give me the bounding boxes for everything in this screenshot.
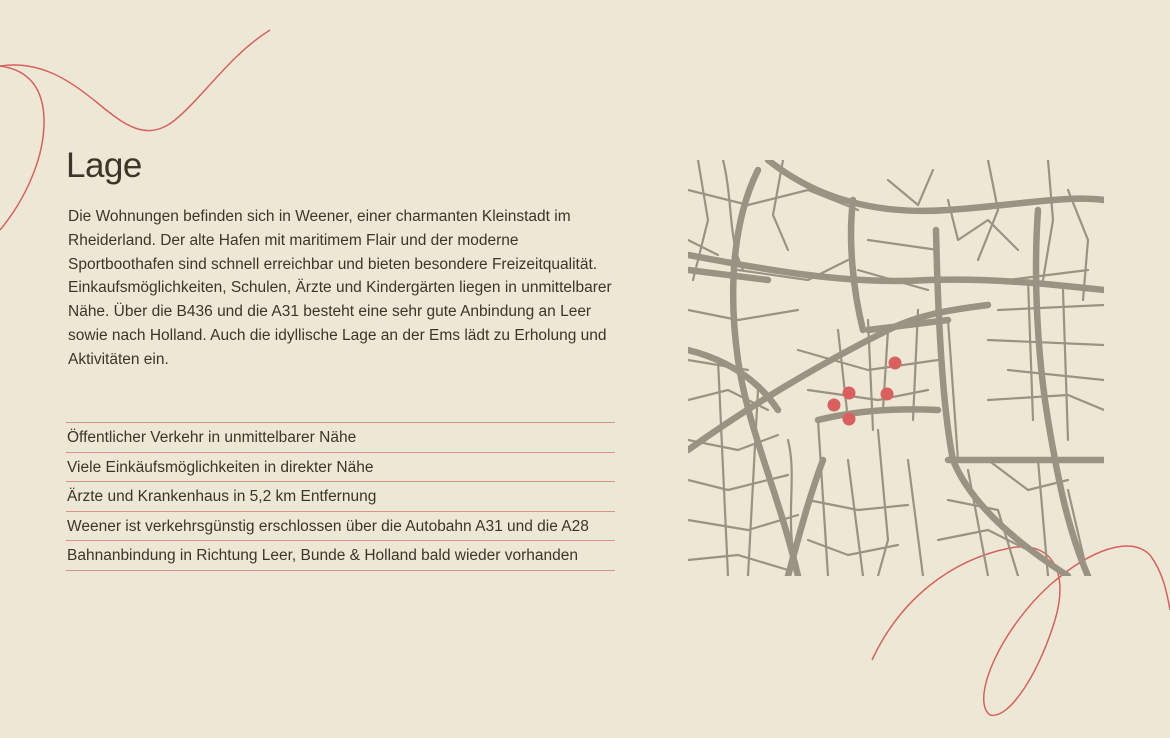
street-map	[688, 160, 1104, 576]
map-marker	[828, 399, 841, 412]
section-title: Lage	[66, 146, 142, 185]
feature-list	[66, 422, 615, 571]
feature-item-shopping: Viele Einkäufsmöglichkeiten in direkter Nähe	[66, 453, 615, 483]
feature-item-motorway: Weener ist verkehrsgünstig erschlossen über die Autobahn A31 und die A28	[66, 512, 615, 542]
intro-paragraph: Die Wohnungen befinden sich in Weener, einer charmanten Kleinstadt im Rheiderland. Der alte Hafen mit maritimem Flair und der moderne Sportboothafen sind schnell erreichbar und bieten besondere Freizeitqualität. Einkaufsmöglichkeiten, Schulen, Ärzte und Kindergärten liegen in unmittelbarer Nähe. Über die B436 und die A31 besteht eine sehr gute Anbindung an Leer sowie nach Holland. Auch die idyllische Lage an der Ems lädt zu Erholung und Aktivitäten ein.	[68, 208, 612, 368]
map-marker	[843, 413, 856, 426]
map-marker	[889, 357, 902, 370]
feature-item-doctors-hospital: Ärzte und Krankenhaus in 5,2 km Entfernung	[66, 482, 615, 512]
feature-item-public-transport: Öffentlicher Verkehr in unmittelbarer Nähe	[66, 423, 615, 453]
map-marker	[843, 387, 856, 400]
map-marker	[881, 388, 894, 401]
feature-item-rail: Bahnanbindung in Richtung Leer, Bunde & Holland bald wieder vorhanden	[66, 541, 615, 571]
